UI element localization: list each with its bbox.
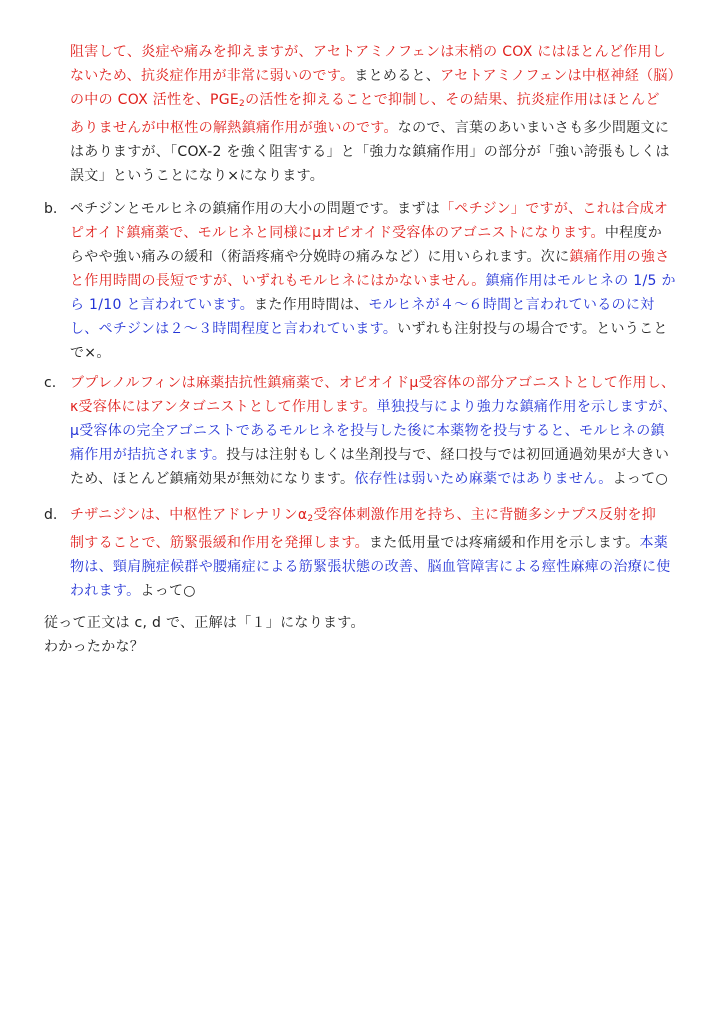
text-line: [70, 116, 690, 140]
text-segment: 中程度か: [604, 225, 663, 241]
text-line: [70, 164, 690, 188]
text-segment: 鎮痛作用はモルヒネの 1/5 か: [485, 273, 676, 289]
text-line: [70, 395, 690, 419]
text-segment: はありますが、「COX-2 を強く阻害する」と「強力な鎮痛作用」の部分が「強い誇張もしくは: [70, 144, 670, 160]
text-line: [70, 443, 690, 467]
text-segment: アセトアミノフェンは中枢神経（脳）: [440, 68, 682, 84]
text-segment: われます。: [70, 583, 141, 599]
text-line: [44, 635, 684, 659]
text-segment: 鎮痛作用の強さ: [569, 249, 670, 265]
text-segment: の中の COX 活性を、PGE: [70, 92, 240, 108]
text-segment: μ受容体の完全アゴニストであるモルヒネを投与した後に本薬物を投与すると、モルヒネの鎮: [70, 423, 665, 439]
text-segment: チザニジンは、中枢性アドレナリンα: [70, 507, 308, 523]
text-segment: いずれも注射投与の場合です。ということ: [397, 321, 668, 337]
text-segment: よって○: [612, 471, 668, 487]
text-segment: 阻害して、炎症や痛みを抑えますが、アセトアミノフェンは末梢の COX にはほとんど作用し: [70, 44, 667, 60]
text-line: [70, 467, 690, 491]
text-line: [70, 88, 690, 116]
text-segment: 本薬: [639, 535, 669, 551]
text-segment: また作用時間は、: [254, 297, 369, 313]
text-line: [70, 419, 690, 443]
text-line: [70, 503, 690, 531]
text-segment: まとめると、: [354, 68, 441, 84]
text-segment: ペチジンとモルヒネの鎮痛作用の大小の問題です。まずは: [70, 201, 441, 217]
text-segment: らやや強い痛みの緩和（術語疼痛や分娩時の痛みなど）に用いられます。次に: [70, 249, 570, 265]
item-c-marker: c.: [44, 375, 57, 391]
text-segment: 投与は注射もしくは坐剤投与で、経口投与では初回通過効果が大きい: [226, 447, 670, 463]
text-segment: し、ペチジンは２～３時間程度と言われています。: [70, 321, 398, 337]
item-d-marker: d.: [44, 507, 58, 523]
text-segment: よって○: [140, 583, 196, 599]
text-line: [70, 140, 690, 164]
text-line: [70, 317, 690, 341]
text-segment: の活性を抑えることで抑制し、その結果、抗炎症作用はほとんど: [245, 92, 660, 108]
text-segment: また低用量では疼痛緩和作用を示します。: [368, 535, 640, 551]
text-segment: ブプレノルフィンは麻薬拮抗性鎮痛薬で、オピオイドμ受容体の部分アゴニストとして作用し、: [70, 375, 676, 391]
text-segment: 物は、頸肩腕症候群や腰痛症による筋緊張状態の改善、脳血管障害による痙性麻痺の治療に使: [70, 559, 671, 575]
text-segment: κ受容体にはアンタゴニストとして作用します。: [70, 399, 377, 415]
text-segment: 痛作用が拮抗されます。: [70, 447, 227, 463]
text-line: [44, 611, 684, 635]
item-b-paragraph: [70, 197, 690, 365]
text-line: [70, 293, 690, 317]
item-c-paragraph: [70, 371, 690, 491]
text-line: [70, 555, 690, 579]
text-line: [70, 245, 690, 269]
text-segment: なので、言葉のあいまいさも多少問題文に: [397, 120, 670, 136]
subscript-text: 2: [239, 99, 246, 109]
item-b-marker: b.: [44, 201, 58, 217]
text-segment: と作用時間の長短ですが、いずれもモルヒネにはかないません。: [70, 273, 486, 289]
text-line: [70, 341, 690, 365]
text-segment: 制することで、筋緊張緩和作用を発揮します。: [70, 535, 369, 551]
text-segment: ため、ほとんど鎮痛効果が無効になります。: [70, 471, 355, 487]
item-d-paragraph: [70, 503, 690, 603]
text-segment: で×。: [70, 345, 111, 361]
text-line: [70, 531, 690, 555]
conclusion-paragraph: [44, 611, 684, 659]
text-line: [70, 269, 690, 293]
intro-paragraph: [70, 40, 690, 188]
text-segment: 従って正文は c, d で、正解は「１」になります。: [44, 615, 365, 631]
text-segment: ありませんが中枢性の解熱鎮痛作用が強いのです。: [70, 120, 398, 136]
text-segment: 受容体刺激作用を持ち、主に背髄多シナプス反射を抑: [313, 507, 657, 523]
text-segment: ピオイド鎮痛薬で、モルヒネと同様にμオピオイド受容体のアゴニストになります。: [70, 225, 605, 241]
text-segment: モルヒネが４～６時間と言われているのに対: [368, 297, 655, 313]
text-line: [70, 371, 690, 395]
text-segment: わかったかな？: [44, 639, 145, 655]
text-segment: ら 1/10 と言われています。: [70, 297, 255, 313]
text-line: [70, 64, 690, 88]
subscript-text: 2: [307, 514, 314, 524]
text-segment: 依存性は弱いため麻薬ではありません。: [354, 471, 613, 487]
text-line: [70, 197, 690, 221]
text-line: [70, 40, 690, 64]
text-segment: 単独投与により強力な鎮痛作用を示しますが、: [376, 399, 677, 415]
text-line: [70, 579, 690, 603]
text-line: [70, 221, 690, 245]
text-segment: ないため、抗炎症作用が非常に弱いのです。: [70, 68, 355, 84]
text-segment: 「ペチジン」ですが、これは合成オ: [440, 201, 669, 217]
text-segment: 誤文」ということになり×になります。: [70, 168, 325, 184]
